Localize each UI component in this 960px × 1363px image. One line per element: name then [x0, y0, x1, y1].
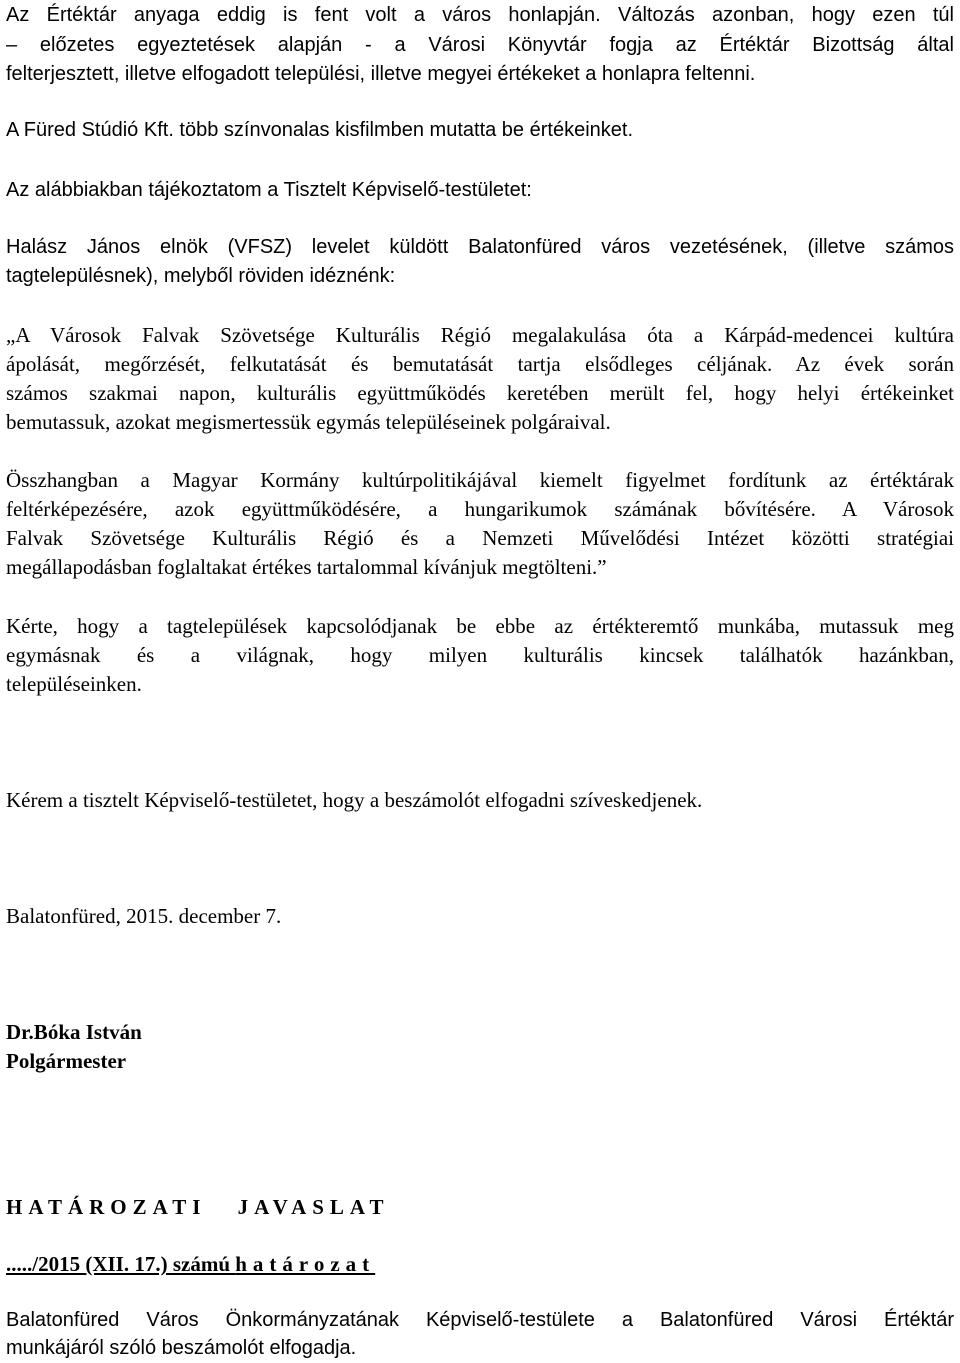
resolution-heading: HATÁROZATI JAVASLAT — [6, 1195, 390, 1219]
signature-name: Dr.Bóka István — [6, 1020, 142, 1044]
intro-line-1: Az Értéktár anyaga eddig is fent volt a város honlapján. Változás azonban, hogy ezen túl — [6, 4, 954, 26]
resolution-number-suffix: határozat — [235, 1252, 376, 1276]
letter-line-1: Halász János elnök (VFSZ) levelet küldött Balatonfüred város vezetésének, (illetve számos — [6, 236, 954, 258]
request-line-1: Kérte, hogy a tagtelepülések kapcsolódjanak be ebbe az értékteremtő munkába, mutassuk meg — [6, 614, 954, 638]
quote1-line-1: „A Városok Falvak Szövetsége Kulturális Régió megalakulása óta a Kárpád-medencei kultúra — [6, 323, 954, 347]
request-line-2: egymásnak és a világnak, hogy milyen kulturális kincsek találhatók hazánkban, — [6, 643, 954, 667]
quote1-line-3: számos szakmai napon, kulturális együttműködés keretében merült fel, hogy helyi értékeinket — [6, 381, 954, 405]
resolution-line-1: Balatonfüred Város Önkormányzatának Képviselő-testülete a Balatonfüred Városi Értéktár — [6, 1309, 954, 1331]
intro-line-2: – előzetes egyeztetések alapján - a Városi Könyvtár fogja az Értéktár Bizottság által — [6, 34, 954, 56]
quote1-line-2: ápolását, megőrzését, felkutatását és bemutatását tartja elsődleges céljának. Az évek során — [6, 352, 954, 376]
quote2-line-2: feltérképezésére, azok együttműködésére, a hungarikumok számának bővítésére. A Városok — [6, 497, 954, 521]
place-date: Balatonfüred, 2015. december 7. — [6, 904, 282, 928]
quote2-line-3: Falvak Szövetsége Kulturális Régió és a Nemzeti Művelődési Intézet közötti stratégiai — [6, 526, 954, 550]
intro-line-3: felterjesztett, illetve elfogadott települési, illetve megyei értékeket a honlapra feltenni. — [6, 63, 756, 85]
quote2-line-1: Összhangban a Magyar Kormány kultúrpolitikájával kiemelt figyelmet fordítunk az értéktárak — [6, 468, 954, 492]
signature-title: Polgármester — [6, 1049, 127, 1073]
inform-paragraph: Az alábbiakban tájékoztatom a Tisztelt Képviselő-testületet: — [6, 179, 532, 201]
resolution-number-prefix: ...../2015 (XII. 17.) számú — [6, 1252, 230, 1276]
letter-line-2: tagtelepülésnek), melyből röviden idéznénk: — [6, 265, 396, 287]
resolution-line-2: munkájáról szóló beszámolót elfogadja. — [6, 1337, 357, 1359]
studio-paragraph: A Füred Stúdió Kft. több színvonalas kisfilmben mutatta be értékeinket. — [6, 119, 634, 141]
request-line-3: településeinken. — [6, 672, 142, 696]
closing-request: Kérem a tisztelt Képviselő-testületet, hogy a beszámolót elfogadni szíveskedjenek. — [6, 788, 703, 812]
resolution-number — [6, 1250, 954, 1279]
quote2-line-4: megállapodásban foglaltakat értékes tartalommal kívánjuk megtölteni.” — [6, 555, 607, 579]
quote1-line-4: bemutassuk, azokat megismertessük egymás településeinek polgáraival. — [6, 410, 611, 434]
